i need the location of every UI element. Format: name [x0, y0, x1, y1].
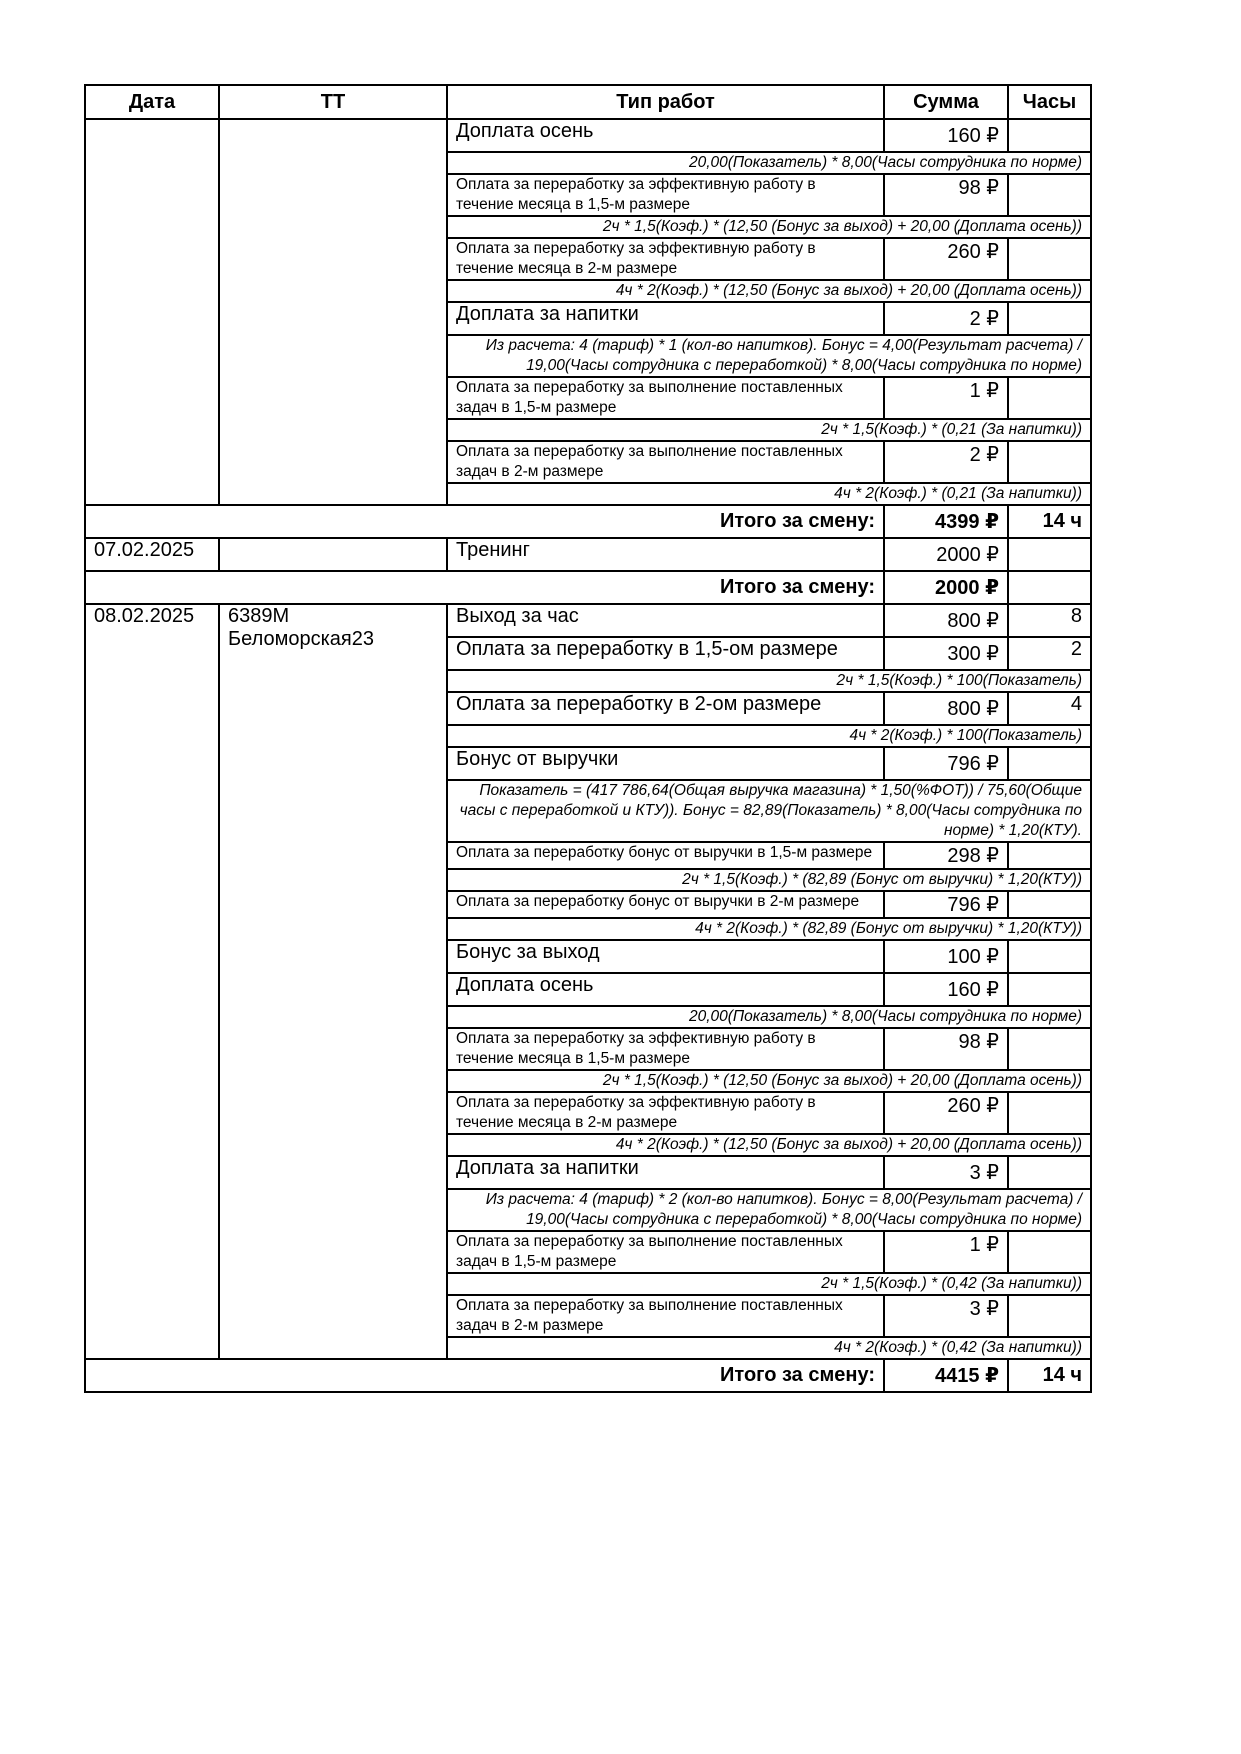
formula-text: 20,00(Показатель) * 8,00(Часы сотрудника по норме) — [447, 1006, 1091, 1028]
work-type: Выход за час — [447, 604, 884, 637]
amount: 98 ₽ — [884, 174, 1008, 216]
amount: 3 ₽ — [884, 1156, 1008, 1189]
shift-total-hours — [1008, 571, 1091, 604]
amount: 800 ₽ — [884, 692, 1008, 725]
amount: 160 ₽ — [884, 119, 1008, 152]
date-cell: 08.02.2025 — [85, 604, 219, 1359]
shift-total-sum: 2000 ₽ — [884, 571, 1008, 604]
work-type: Оплата за переработку за выполнение поставленных задач в 1,5-м размере — [447, 1231, 884, 1273]
formula-text: 4ч * 2(Коэф.) * (12,50 (Бонус за выход) + 20,00 (Доплата осень)) — [447, 1134, 1091, 1156]
table-row — [85, 119, 1091, 152]
table-row — [85, 604, 1091, 637]
work-type: Оплата за переработку за эффективную работу в течение месяца в 1,5-м размере — [447, 174, 884, 216]
amount: 1 ₽ — [884, 377, 1008, 419]
formula-text: 20,00(Показатель) * 8,00(Часы сотрудника по норме) — [447, 152, 1091, 174]
work-type: Доплата за напитки — [447, 302, 884, 335]
work-type: Доплата осень — [447, 973, 884, 1006]
hours — [1008, 238, 1091, 280]
work-type: Оплата за переработку за выполнение поставленных задач в 2-м размере — [447, 441, 884, 483]
formula-text: Показатель = (417 786,64(Общая выручка магазина) * 1,50(%ФОТ)) / 75,60(Общие часы с переработкой и КТУ)). Бонус = 82,89(Показатель) * 8,00(Часы сотрудника по норме) * 1,20(КТУ). — [447, 780, 1091, 842]
formula-text: 4ч * 2(Коэф.) * (82,89 (Бонус от выручки) * 1,20(КТУ)) — [447, 918, 1091, 940]
work-type: Оплата за переработку за эффективную работу в течение месяца в 1,5-м размере — [447, 1028, 884, 1070]
date-cell: 07.02.2025 — [85, 538, 219, 571]
work-type: Оплата за переработку в 1,5-ом размере — [447, 637, 884, 670]
work-type: Оплата за переработку в 2-ом размере — [447, 692, 884, 725]
amount: 100 ₽ — [884, 940, 1008, 973]
hours — [1008, 973, 1091, 1006]
hours — [1008, 1092, 1091, 1134]
formula-text: Из расчета: 4 (тариф) * 1 (кол-во напитков). Бонус = 4,00(Результат расчета) / 19,00(Часы сотрудника с переработкой) * 8,00(Часы сотрудника по норме) — [447, 335, 1091, 377]
formula-text: 4ч * 2(Коэф.) * (0,42 (За напитки)) — [447, 1337, 1091, 1359]
shift-total-hours: 14 ч — [1008, 505, 1091, 538]
formula-text: 2ч * 1,5(Коэф.) * (0,42 (За напитки)) — [447, 1273, 1091, 1295]
amount: 2 ₽ — [884, 441, 1008, 483]
hours — [1008, 842, 1091, 869]
shift-total-label: Итого за смену: — [85, 505, 884, 538]
work-type: Оплата за переработку за эффективную работу в течение месяца в 2-м размере — [447, 1092, 884, 1134]
shift-total-label: Итого за смену: — [85, 1359, 884, 1392]
work-type: Оплата за переработку за выполнение поставленных задач в 2-м размере — [447, 1295, 884, 1337]
work-type: Оплата за переработку бонус от выручки в 1,5-м размере — [447, 842, 884, 869]
hours: 2 — [1008, 637, 1091, 670]
hours — [1008, 119, 1091, 152]
amount: 260 ₽ — [884, 238, 1008, 280]
header-date: Дата — [85, 85, 219, 119]
hours — [1008, 891, 1091, 918]
hours — [1008, 441, 1091, 483]
work-type: Бонус за выход — [447, 940, 884, 973]
hours — [1008, 1028, 1091, 1070]
amount: 3 ₽ — [884, 1295, 1008, 1337]
amount: 98 ₽ — [884, 1028, 1008, 1070]
hours: 4 — [1008, 692, 1091, 725]
work-type: Доплата осень — [447, 119, 884, 152]
formula-text: 2ч * 1,5(Коэф.) * (12,50 (Бонус за выход) + 20,00 (Доплата осень)) — [447, 1070, 1091, 1092]
work-type: Оплата за переработку за выполнение поставленных задач в 1,5-м размере — [447, 377, 884, 419]
formula-text: 2ч * 1,5(Коэф.) * 100(Показатель) — [447, 670, 1091, 692]
amount: 2000 ₽ — [884, 538, 1008, 571]
header-row — [85, 85, 1091, 119]
hours — [1008, 174, 1091, 216]
amount: 1 ₽ — [884, 1231, 1008, 1273]
table-row — [85, 538, 1091, 571]
tt-cell — [219, 538, 447, 571]
date-cell — [85, 119, 219, 505]
hours — [1008, 1231, 1091, 1273]
header-tt: ТТ — [219, 85, 447, 119]
work-type: Тренинг — [447, 538, 884, 571]
hours — [1008, 940, 1091, 973]
header-sum: Сумма — [884, 85, 1008, 119]
work-type: Бонус от выручки — [447, 747, 884, 780]
formula-text: 4ч * 2(Коэф.) * (12,50 (Бонус за выход) + 20,00 (Доплата осень)) — [447, 280, 1091, 302]
amount: 298 ₽ — [884, 842, 1008, 869]
shift-total-row — [85, 1359, 1091, 1392]
hours — [1008, 302, 1091, 335]
shift-total-label: Итого за смену: — [85, 571, 884, 604]
formula-text: 2ч * 1,5(Коэф.) * (82,89 (Бонус от выручки) * 1,20(КТУ)) — [447, 869, 1091, 891]
formula-text: 4ч * 2(Коэф.) * 100(Показатель) — [447, 725, 1091, 747]
hours — [1008, 747, 1091, 780]
amount: 2 ₽ — [884, 302, 1008, 335]
formula-text: 2ч * 1,5(Коэф.) * (0,21 (За напитки)) — [447, 419, 1091, 441]
shift-total-sum: 4415 ₽ — [884, 1359, 1008, 1392]
work-type: Оплата за переработку бонус от выручки в 2-м размере — [447, 891, 884, 918]
formula-text: Из расчета: 4 (тариф) * 2 (кол-во напитков). Бонус = 8,00(Результат расчета) / 19,00(Часы сотрудника с переработкой) * 8,00(Часы сотрудника по норме) — [447, 1189, 1091, 1231]
amount: 800 ₽ — [884, 604, 1008, 637]
shift-total-row — [85, 505, 1091, 538]
hours: 8 — [1008, 604, 1091, 637]
shift-total-row — [85, 571, 1091, 604]
hours — [1008, 1156, 1091, 1189]
header-hours: Часы — [1008, 85, 1091, 119]
amount: 260 ₽ — [884, 1092, 1008, 1134]
amount: 300 ₽ — [884, 637, 1008, 670]
work-type: Оплата за переработку за эффективную работу в течение месяца в 2-м размере — [447, 238, 884, 280]
header-type: Тип работ — [447, 85, 884, 119]
payroll-table — [84, 84, 1092, 1393]
work-type: Доплата за напитки — [447, 1156, 884, 1189]
shift-total-hours: 14 ч — [1008, 1359, 1091, 1392]
shift-total-sum: 4399 ₽ — [884, 505, 1008, 538]
formula-text: 2ч * 1,5(Коэф.) * (12,50 (Бонус за выход) + 20,00 (Доплата осень)) — [447, 216, 1091, 238]
amount: 160 ₽ — [884, 973, 1008, 1006]
hours — [1008, 538, 1091, 571]
hours — [1008, 377, 1091, 419]
hours — [1008, 1295, 1091, 1337]
tt-cell — [219, 119, 447, 505]
amount: 796 ₽ — [884, 891, 1008, 918]
amount: 796 ₽ — [884, 747, 1008, 780]
tt-cell: 6389М Беломорская23 — [219, 604, 447, 1359]
formula-text: 4ч * 2(Коэф.) * (0,21 (За напитки)) — [447, 483, 1091, 505]
